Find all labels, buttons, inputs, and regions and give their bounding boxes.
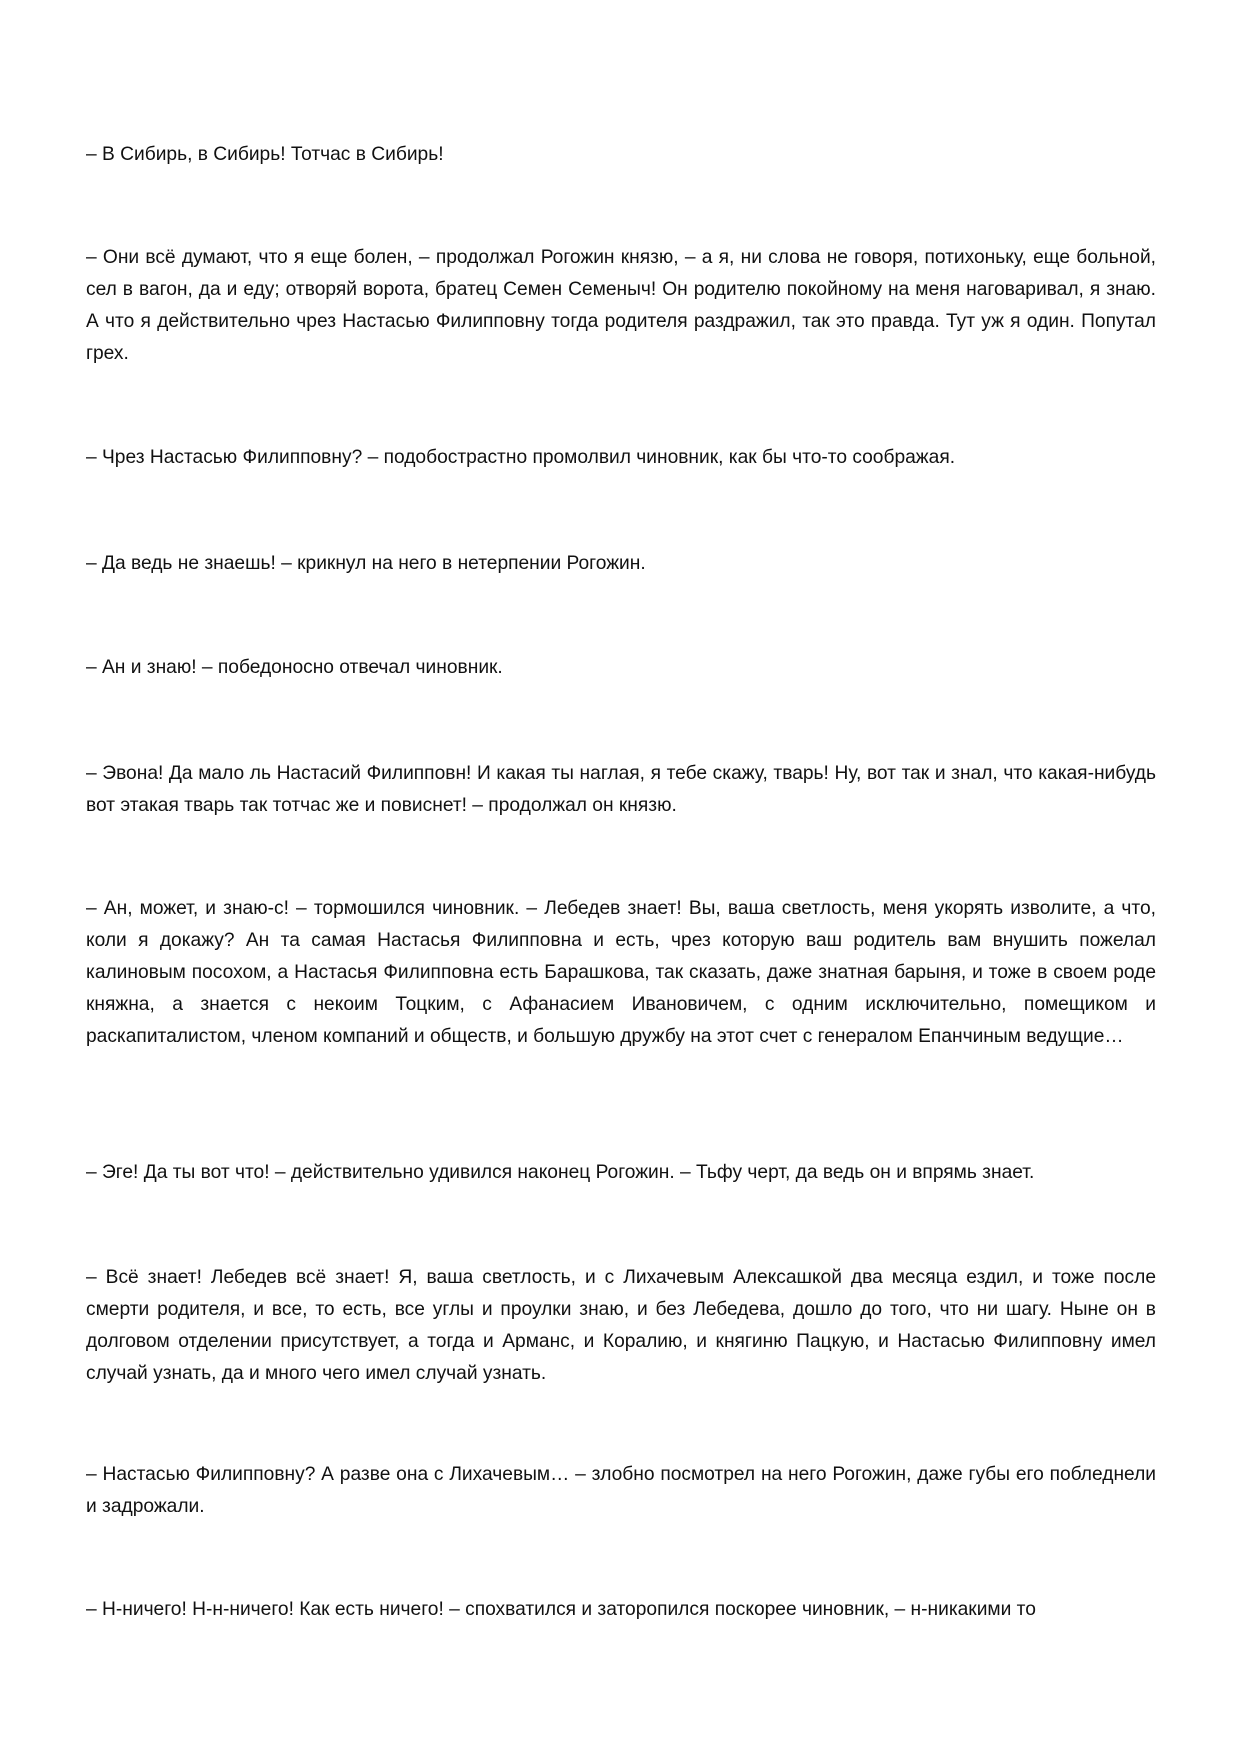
paragraph: – Настасью Филипповну? А разве она с Лихачевым… – злобно посмотрел на него Рогожин, даже губы его побледнели и задрожали.	[86, 1464, 1156, 1517]
paragraph: – Ан и знаю! – победоносно отвечал чиновник.	[86, 657, 503, 678]
paragraph: – Ан, может, и знаю-с! – тормошился чиновник. – Лебедев знает! Вы, ваша светлость, меня укорять изволите, а что, коли я докажу? Ан та самая Настасья Филипповна и есть, чрез которую ваш родитель вам внушить пожелал калиновым посохом, а Настасья Филипповна есть Барашкова, так сказать, даже знатная барыня, и тоже в своем роде княжна, а знается с некоим Тоцким, с Афанасием Ивановичем, с одним исключительно, помещиком и раскапиталистом, членом компаний и обществ, и большую дружбу на этот счет с генералом Епанчиным ведущие…	[86, 898, 1156, 1047]
paragraph: – Чрез Настасью Филипповну? – подобострастно промолвил чиновник, как бы что-то соображая.	[86, 447, 956, 468]
paragraph: – Н-ничего! Н-н-ничего! Как есть ничего! – спохватился и заторопился поскорее чиновник, – н-никакими то	[86, 1599, 1036, 1620]
paragraph: – В Сибирь, в Сибирь! Тотчас в Сибирь!	[86, 144, 444, 165]
paragraph: – Эге! Да ты вот что! – действительно удивился наконец Рогожин. – Тьфу черт, да ведь он и впрямь знает.	[86, 1162, 1035, 1183]
paragraph: – Эвона! Да мало ль Настасий Филипповн! И какая ты наглая, я тебе скажу, тварь! Ну, вот так и знал, что какая-нибудь вот этакая тварь так тотчас же и повиснет! – продолжал он князю.	[86, 763, 1156, 816]
paragraph: – Они всё думают, что я еще болен, – продолжал Рогожин князю, – а я, ни слова не говоря, потихоньку, еще больной, сел в вагон, да и еду; отворяй ворота, братец Семен Семеныч! Он родителю покойному на меня наговаривал, я знаю. А что я действительно чрез Настасью Филипповну тогда родителя раздражил, так это правда. Тут уж я один. Попутал грех.	[86, 247, 1156, 364]
paragraph: – Всё знает! Лебедев всё знает! Я, ваша светлость, и с Лихачевым Алексашкой два месяца ездил, и тоже после смерти родителя, и все, то есть, все углы и проулки знаю, и без Лебедева, дошло до того, что ни шагу. Ныне он в долговом отделении присутствует, а тогда и Арманс, и Коралию, и княгиню Пацкую, и Настасью Филипповну имел случай узнать, да и много чего имел случай узнать.	[86, 1267, 1156, 1384]
paragraph: – Да ведь не знаешь! – крикнул на него в нетерпении Рогожин.	[86, 553, 646, 574]
